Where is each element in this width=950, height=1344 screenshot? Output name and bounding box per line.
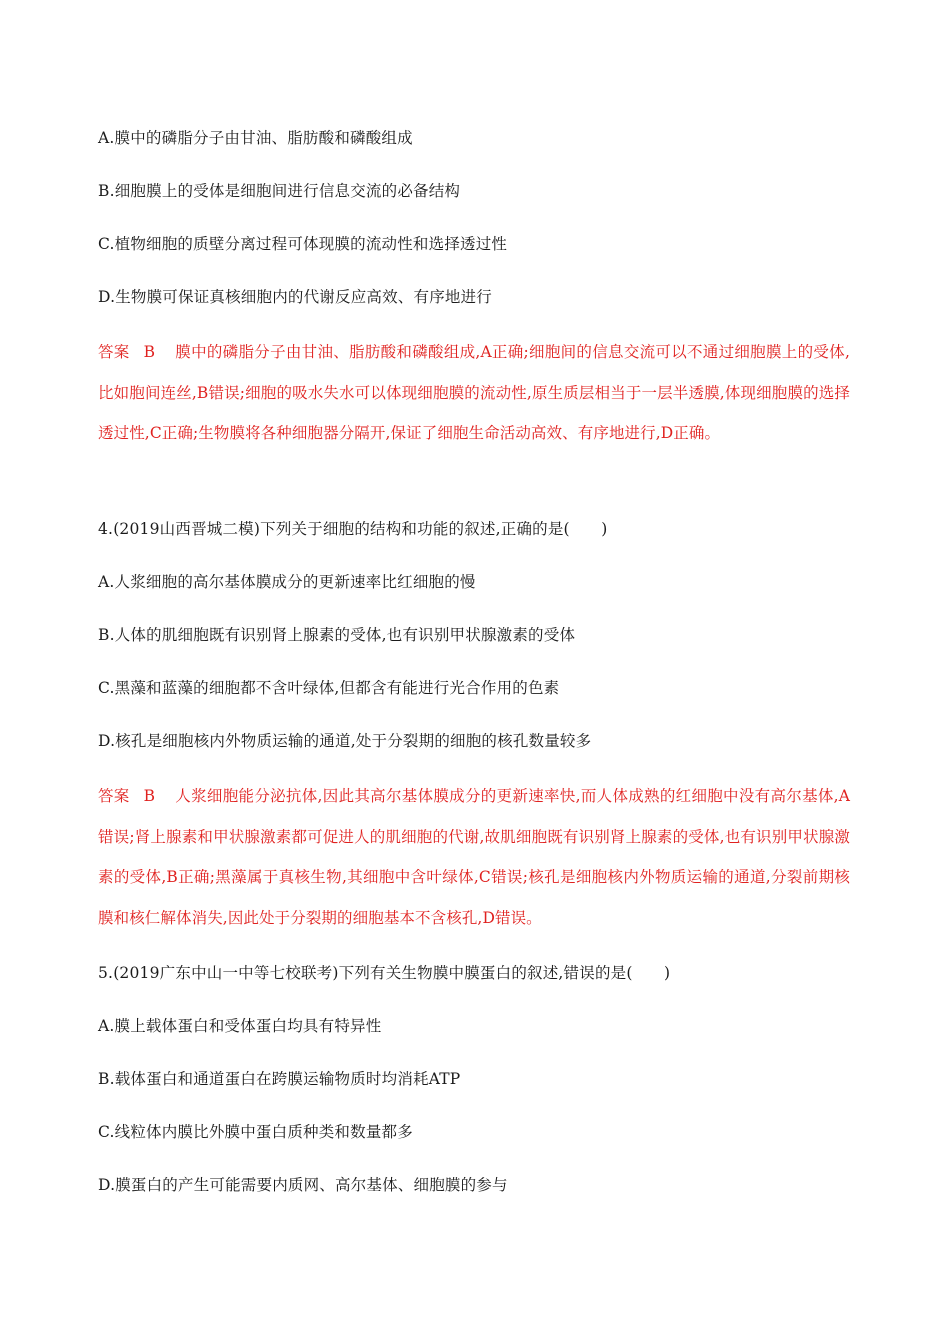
q3-option-a: A.膜中的磷脂分子由甘油、脂肪酸和磷酸组成 <box>98 129 413 147</box>
q5-option-b: B.载体蛋白和通道蛋白在跨膜运输物质时均消耗ATP <box>98 1070 461 1088</box>
q5-option-d: D.膜蛋白的产生可能需要内质网、高尔基体、细胞膜的参与 <box>98 1176 508 1194</box>
q3-answer <box>98 332 850 454</box>
q3-option-c: C.植物细胞的质壁分离过程可体现膜的流动性和选择透过性 <box>98 235 508 253</box>
q5-option-c: C.线粒体内膜比外膜中蛋白质种类和数量都多 <box>98 1123 413 1141</box>
q4-stem: 4.(2019山西晋城二模)下列关于细胞的结构和功能的叙述,正确的是( ) <box>98 520 608 538</box>
q4-answer <box>98 776 850 938</box>
q4-option-a: A.人浆细胞的高尔基体膜成分的更新速率比红细胞的慢 <box>98 573 476 591</box>
answer-label: 答案 <box>98 343 130 361</box>
q3-option-b: B.细胞膜上的受体是细胞间进行信息交流的必备结构 <box>98 182 461 200</box>
q5-stem: 5.(2019广东中山一中等七校联考)下列有关生物膜中膜蛋白的叙述,错误的是( ) <box>98 964 671 982</box>
q4-option-c: C.黑藻和蓝藻的细胞都不含叶绿体,但都含有能进行光合作用的色素 <box>98 679 560 697</box>
q4-option-d: D.核孔是细胞核内外物质运输的通道,处于分裂期的细胞的核孔数量较多 <box>98 732 592 750</box>
q4-option-b: B.人体的肌细胞既有识别肾上腺素的受体,也有识别甲状腺激素的受体 <box>98 626 576 644</box>
answer-explanation: 膜中的磷脂分子由甘油、脂肪酸和磷酸组成,A正确;细胞间的信息交流可以不通过细胞膜上的受体,比如胞间连丝,B错误;细胞的吸水失水可以体现细胞膜的流动性,原生质层相当于一层半透膜,体现细胞膜的选择透过性,C正确;生物膜将各种细胞器分隔开,保证了细胞生命活动高效、有序地进行,D正确。 <box>98 343 850 442</box>
answer-key: B <box>143 343 156 361</box>
answer-explanation: 人浆细胞能分泌抗体,因此其高尔基体膜成分的更新速率快,而人体成熟的红细胞中没有高尔基体,A错误;肾上腺素和甲状腺激素都可促进人的肌细胞的代谢,故肌细胞既有识别肾上腺素的受体,也有识别甲状腺激素的受体,B正确;黑藻属于真核生物,其细胞中含叶绿体,C错误;核孔是细胞核内外物质运输的通道,分裂前期核膜和核仁解体消失,因此处于分裂期的细胞基本不含核孔,D错误。 <box>98 787 850 927</box>
answer-label: 答案 <box>98 787 130 805</box>
q5-option-a: A.膜上载体蛋白和受体蛋白均具有特异性 <box>98 1017 382 1035</box>
answer-key: B <box>143 787 156 805</box>
q3-option-d: D.生物膜可保证真核细胞内的代谢反应高效、有序地进行 <box>98 288 493 306</box>
